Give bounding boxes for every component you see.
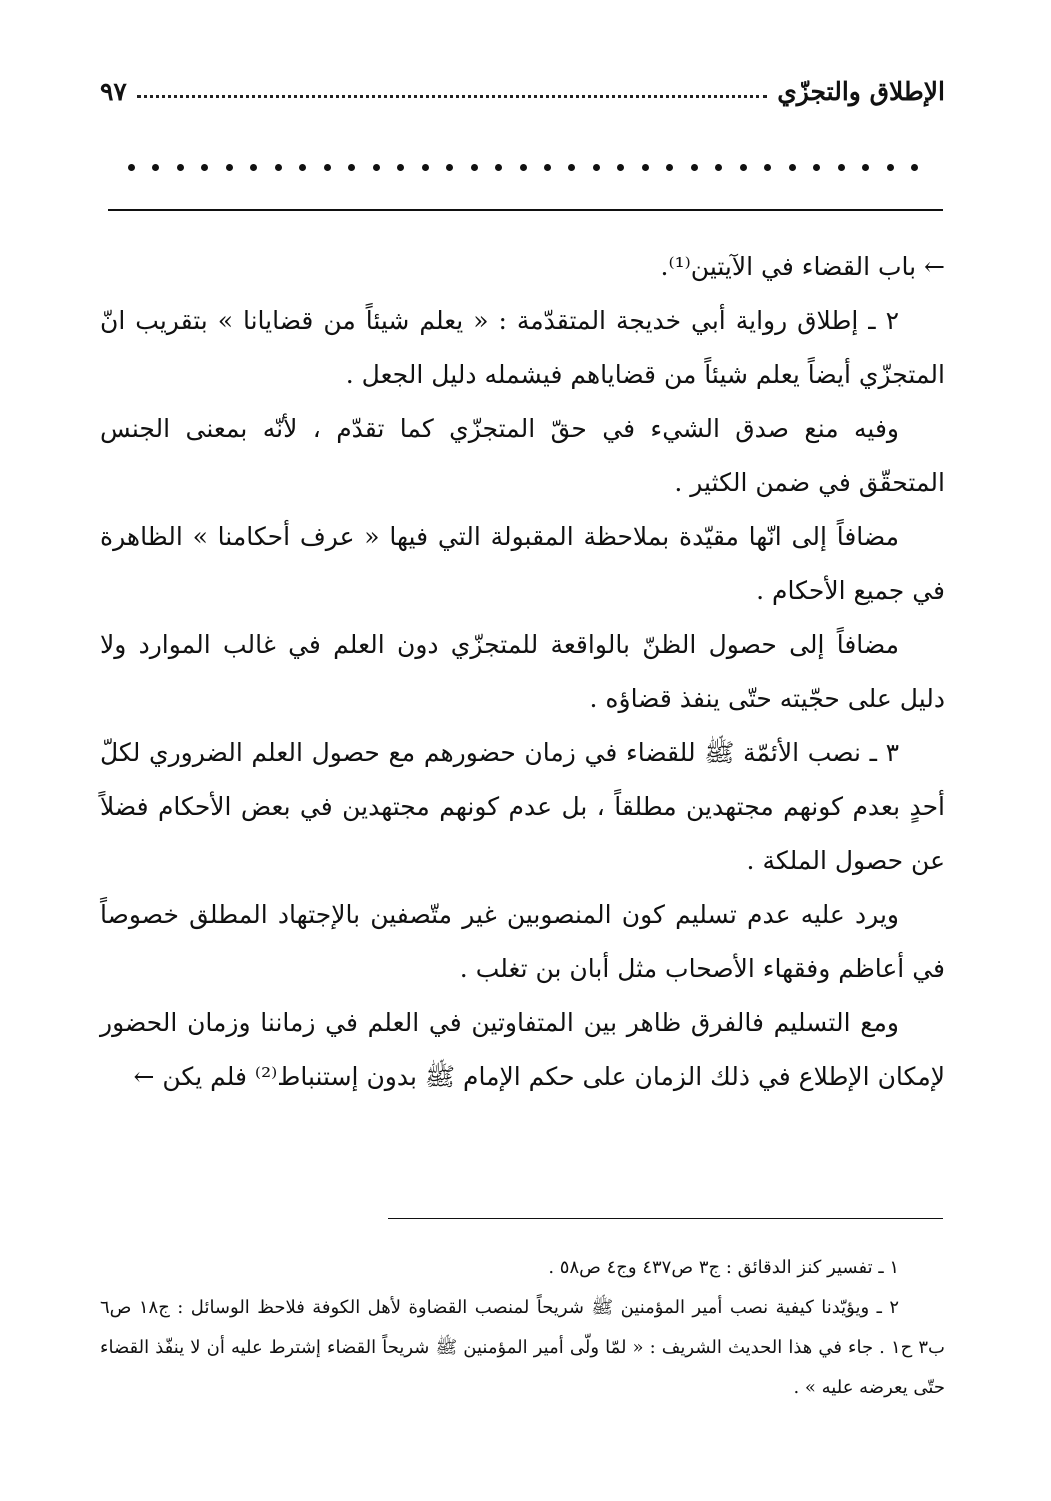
ornament-dot [544, 164, 551, 171]
ornament-dot [887, 164, 894, 171]
ornamental-dots-divider [128, 164, 918, 171]
ornament-dot [568, 164, 575, 171]
paragraph: ٢ ـ إطلاق رواية أبي خديجة المتقدّمة : « يعلم شيئاً من قضايانا » بتقريب انّ المتجزّي أيضاً يعلم شيئاً من قضاياهم فيشمله دليل الجعل . [100, 306, 945, 389]
paragraph-continuation: ← باب القضاء في الآيتين⁽¹⁾. [660, 252, 945, 281]
footnote: ٢ ـ ويؤيّدنا كيفية نصب أمير المؤمنين ﷺ شريحاً لمنصب القضاوة لأهل الكوفة فلاحظ الوسائل : ج١٨ ص٦ ب٣ ح١ . جاء في هذا الحديث الشريف : « لمّا ولّى أمير المؤمنين ﷺ شريحاً القضاء إشترط عليه أن لا ينفّذ القضاء حتّى يعرضه عليه » . [100, 1297, 945, 1398]
ornament-dot [348, 164, 355, 171]
ornament-dot [128, 164, 135, 171]
ornament-dot [422, 164, 429, 171]
main-text [100, 240, 945, 1104]
footnotes [100, 1248, 945, 1408]
paragraph: مضافاً إلى انّها مقيّدة بملاحظة المقبولة التي فيها « عرف أحكامنا » الظاهرة في جميع الأحكام . [100, 522, 945, 605]
ornament-dot [789, 164, 796, 171]
header-divider-line [108, 209, 943, 211]
ornament-dot [299, 164, 306, 171]
ornament-dot [642, 164, 649, 171]
header-leader-dots [137, 95, 767, 98]
ornament-dot [324, 164, 331, 171]
footnote-divider-line [388, 1218, 943, 1219]
ornament-dot [226, 164, 233, 171]
ornament-dot [471, 164, 478, 171]
running-header [100, 62, 945, 106]
ornament-dot [593, 164, 600, 171]
paragraph: وفيه منع صدق الشيء في حقّ المتجزّي كما تقدّم ، لأنّه بمعنى الجنس المتحقّق في ضمن الكثير . [100, 414, 945, 497]
ornament-dot [740, 164, 747, 171]
ornament-dot [838, 164, 845, 171]
footnote: ١ ـ تفسير كنز الدقائق : ج٣ ص٤٣٧ وج٤ ص٥٨ . [548, 1257, 899, 1278]
ornament-dot [152, 164, 159, 171]
ornament-dot [764, 164, 771, 171]
ornament-dot [177, 164, 184, 171]
ornament-dot [520, 164, 527, 171]
ornament-dot [911, 164, 918, 171]
ornament-dot [691, 164, 698, 171]
ornament-dot [275, 164, 282, 171]
ornament-dot [813, 164, 820, 171]
ornament-dot [666, 164, 673, 171]
paragraph: ويرد عليه عدم تسليم كون المنصوبين غير متّصفين بالإجتهاد المطلق خصوصاً في أعاظم وفقهاء الأصحاب مثل أبان بن تغلب . [100, 900, 945, 983]
ornament-dot [250, 164, 257, 171]
ornament-dot [201, 164, 208, 171]
ornament-dot [862, 164, 869, 171]
paragraph: ٣ ـ نصب الأئمّة ﷺ للقضاء في زمان حضورهم مع حصول العلم الضروري لكلّ أحدٍ بعدم كونهم مجتهدين مطلقاً ، بل عدم كونهم مجتهدين في بعض الأحكام فضلاً عن حصول الملكة . [100, 738, 945, 875]
paragraph: مضافاً إلى حصول الظنّ بالواقعة للمتجزّي دون العلم في غالب الموارد ولا دليل على حجّيته حتّى ينفذ قضاؤه . [100, 630, 945, 713]
ornament-dot [373, 164, 380, 171]
ornament-dot [617, 164, 624, 171]
ornament-dot [397, 164, 404, 171]
paragraph: ومع التسليم فالفرق ظاهر بين المتفاوتين في العلم في زماننا وزمان الحضور لإمكان الإطلاع في ذلك الزمان على حكم الإمام ﷺ بدون إستنباط⁽²⁾ فلم يكن ← [100, 1008, 945, 1091]
ornament-dot [446, 164, 453, 171]
page-number: ٩٧ [100, 77, 127, 106]
ornament-dot [495, 164, 502, 171]
ornament-dot [715, 164, 722, 171]
header-title: الإطلاق والتجزّي [777, 77, 945, 106]
